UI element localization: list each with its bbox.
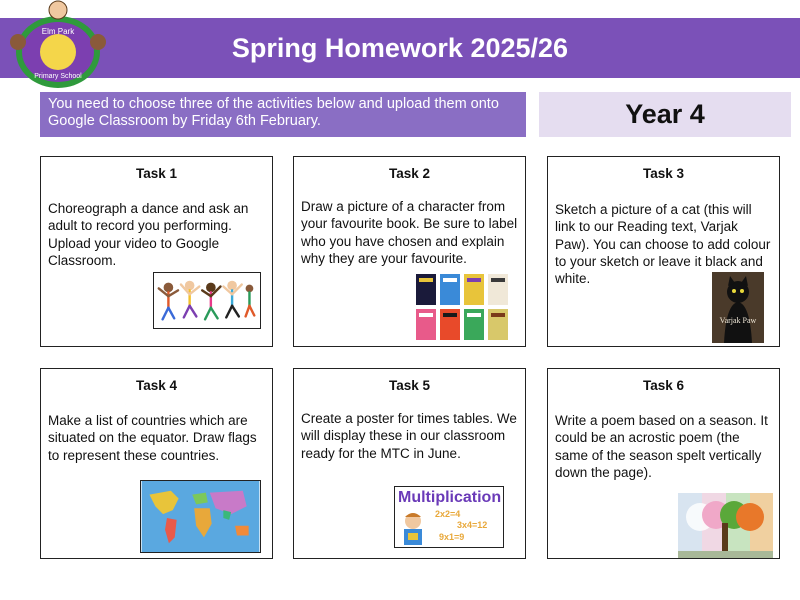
logo-text-top: Elm Park	[41, 27, 75, 36]
instructions-banner: You need to choose three of the activities below and upload them onto Google Classroom by Friday 6th February.	[40, 92, 526, 137]
task-description: Create a poster for times tables. We will display these in our classroom ready for the MTC in June.	[301, 411, 517, 461]
task-card-5	[293, 368, 526, 559]
task-card-3	[547, 156, 780, 347]
page-title: Spring Homework 2025/26	[231, 33, 569, 63]
book-covers-image	[414, 272, 510, 342]
logo-text-bottom: Primary School	[34, 73, 82, 80]
multiplication-poster-image	[394, 486, 504, 548]
task-title: Task 1	[135, 166, 178, 181]
task-title: Task 3	[642, 166, 685, 181]
task-card-6	[547, 368, 780, 559]
multiplication-fact: 2x2=4	[435, 509, 461, 519]
book-cover-title: Varjak Paw	[719, 316, 757, 325]
task-description: Sketch a picture of a cat (this will link to our Reading text, Varjak Paw). You can choose to add colour to your sketch or leave it black and white.	[555, 202, 771, 287]
task-description: Make a list of countries which are situated on the equator. Draw flags to represent these countries.	[48, 413, 257, 463]
task-description: Write a poem based on a season. It could be an acrostic poem (the same of the season spelt vertically down the page).	[555, 413, 768, 480]
task-title: Task 2	[388, 166, 431, 181]
task-title: Task 4	[135, 378, 178, 393]
task-card-4	[40, 368, 273, 559]
task-description: Choreograph a dance and ask an adult to record you performing. Upload your video to Google Classroom.	[48, 201, 249, 268]
multiplication-title: Multiplication	[398, 489, 502, 506]
multiplication-fact: 3x4=12	[457, 520, 488, 530]
world-map-image	[140, 480, 261, 553]
task-card-1	[40, 156, 273, 347]
school-logo	[4, 0, 112, 92]
task-title: Task 6	[642, 378, 685, 393]
task-title: Task 5	[388, 378, 431, 393]
four-seasons-tree-image	[678, 493, 773, 558]
year-label: Year 4	[539, 92, 791, 137]
header-bar	[0, 18, 800, 78]
task-card-2	[293, 156, 526, 347]
boy-with-book-icon	[399, 511, 427, 545]
black-cat-image	[712, 272, 764, 343]
task-description: Draw a picture of a character from your favourite book. Be sure to label who you have chosen and explain why they are your favourite.	[301, 199, 518, 266]
varjak-paw-book-cover	[712, 272, 764, 343]
dancing-children-image	[153, 272, 261, 329]
multiplication-fact: 9x1=9	[439, 532, 465, 542]
